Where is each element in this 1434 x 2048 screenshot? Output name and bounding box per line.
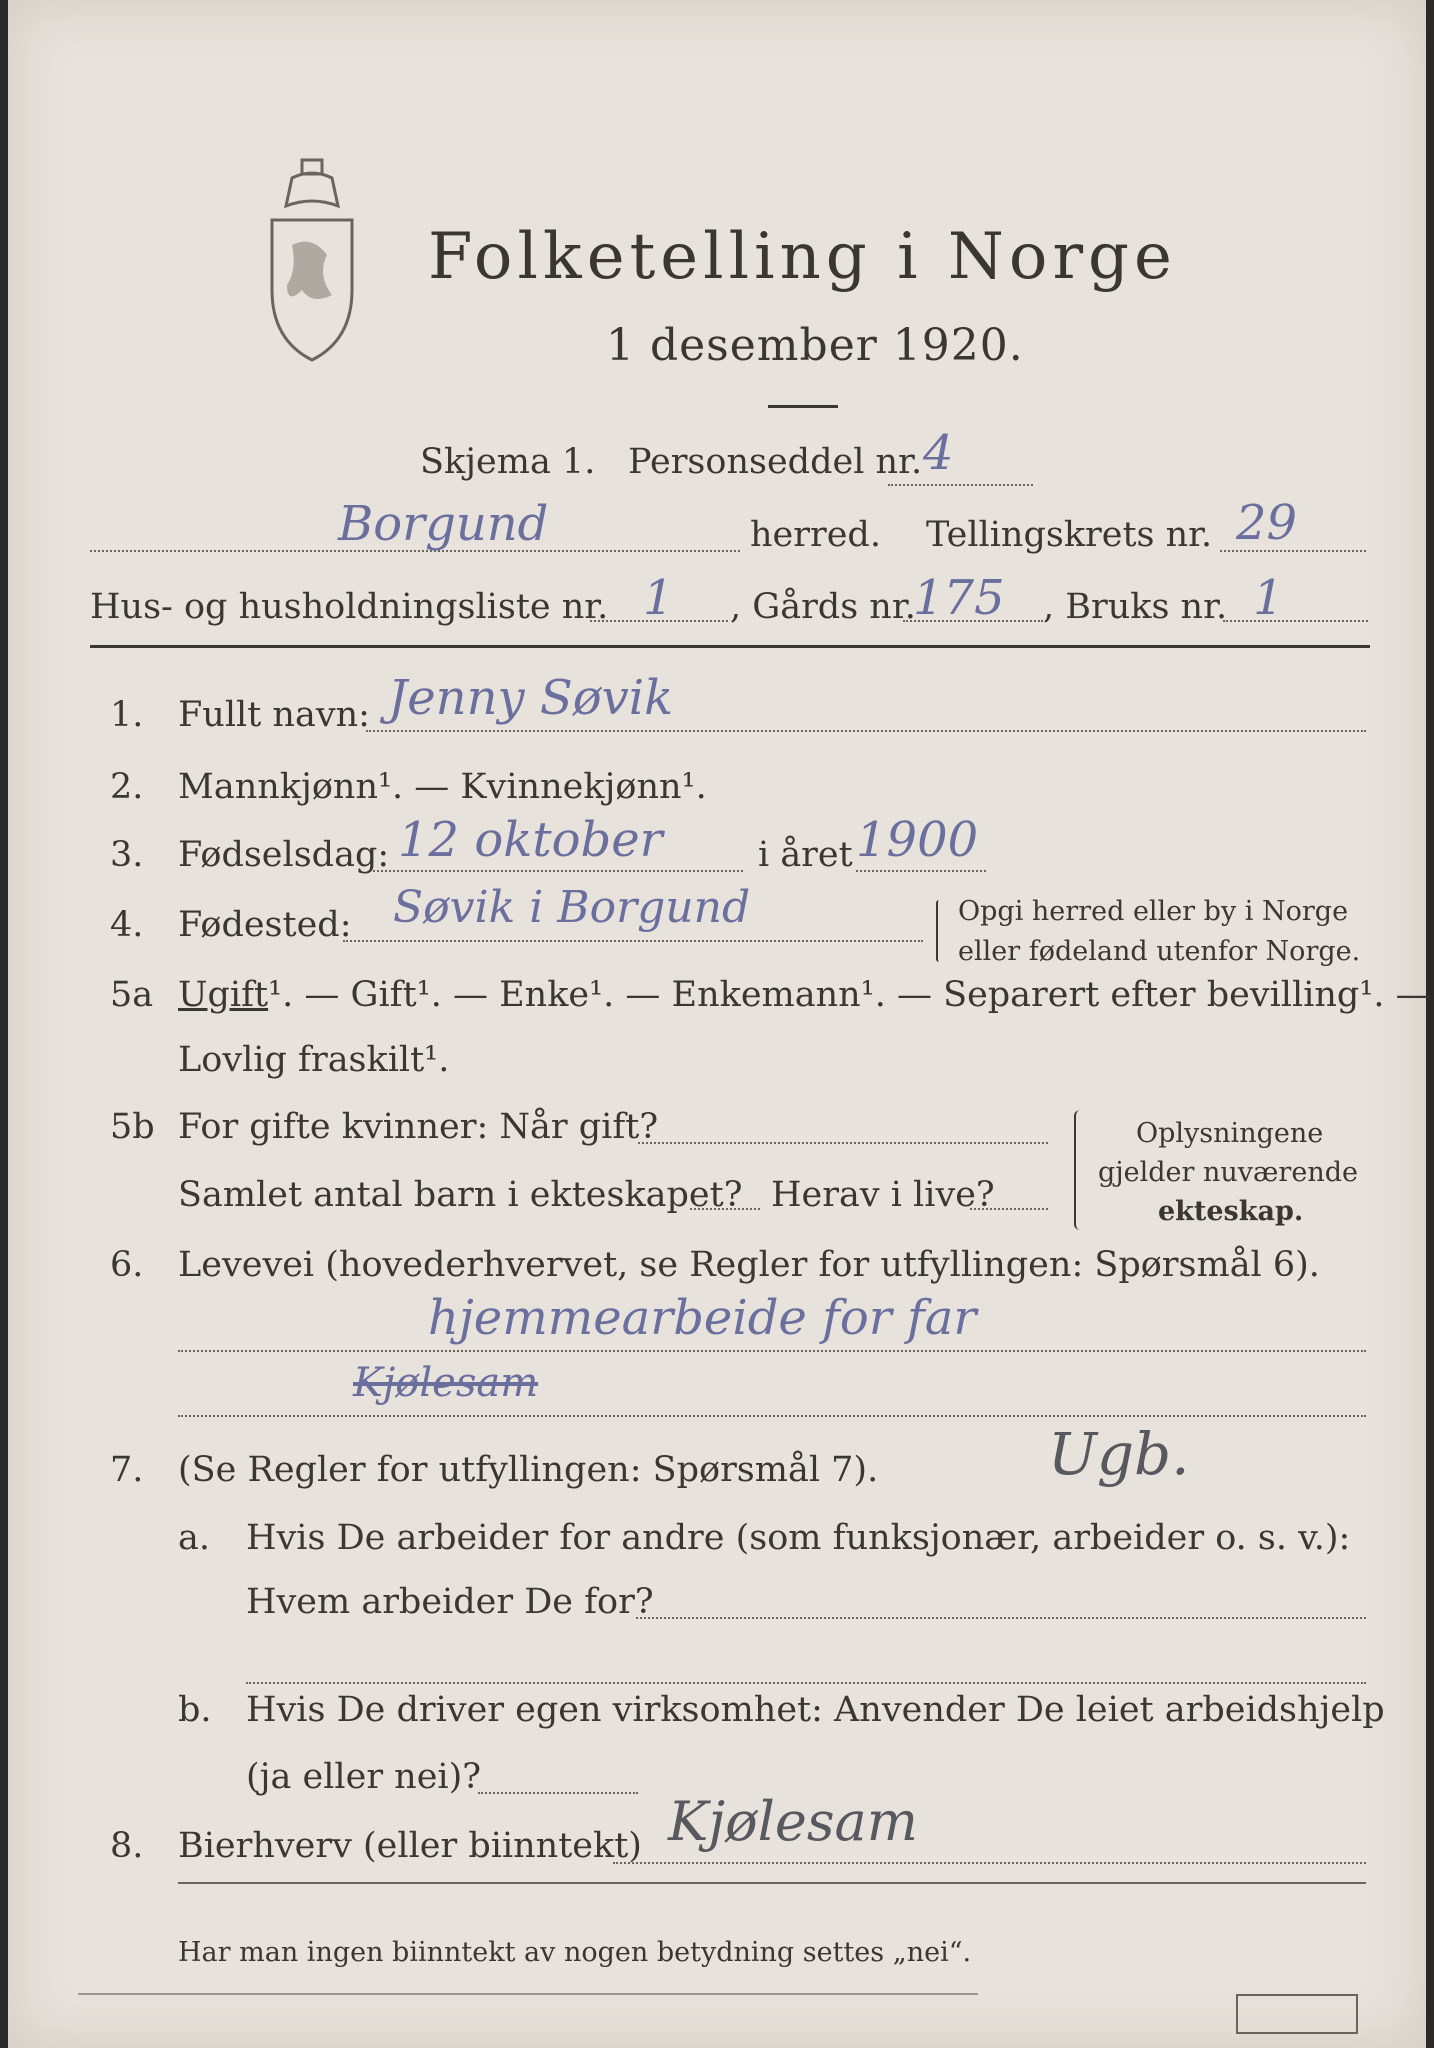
q7a-label-1: Hvis De arbeider for andre (som funksjonær, arbeider o. s. v.): xyxy=(246,1518,1351,1558)
q5b-note-3: ekteskap. xyxy=(1158,1196,1304,1227)
footer-rule xyxy=(78,1993,978,1995)
q5b-married-field[interactable] xyxy=(638,1142,1048,1144)
q7a-number: a. xyxy=(178,1518,210,1558)
bruks-field[interactable] xyxy=(1223,620,1368,622)
coat-of-arms-icon xyxy=(252,150,372,365)
q5a-line-2: Lovlig fraskilt¹. xyxy=(178,1040,450,1080)
q1-value: Jenny Søvik xyxy=(388,670,674,726)
q3-label: Fødselsdag: xyxy=(178,835,390,875)
q1-number: 1. xyxy=(110,695,144,735)
q4-number: 4. xyxy=(110,905,144,945)
gards-value: 175 xyxy=(913,570,1005,626)
q7a-field-2[interactable] xyxy=(246,1682,1366,1684)
q5a-other-options: ¹. — Gift¹. — Enke¹. — Enkemann¹. — Separert efter bevilling¹. — xyxy=(268,975,1431,1015)
tellingskrets-label: Tellingskrets nr. xyxy=(926,515,1213,555)
q3-year-field[interactable] xyxy=(856,870,986,872)
q8-number: 8. xyxy=(110,1826,144,1866)
footer-note: Har man ingen biinntekt av nogen betydning settes „nei“. xyxy=(178,1937,972,1968)
q5b-note-1: Oplysningene xyxy=(1136,1118,1324,1149)
herred-label: herred. xyxy=(750,515,881,555)
q6-number: 6. xyxy=(110,1245,144,1285)
skjema-label: Skjema 1. xyxy=(420,442,596,482)
q5b-alive-field[interactable] xyxy=(970,1208,1048,1210)
bruks-value: 1 xyxy=(1253,570,1284,626)
q7a-label-2: Hvem arbeider De for? xyxy=(246,1582,654,1622)
q5b-label-1: For gifte kvinner: Når gift? xyxy=(178,1107,659,1147)
q6-value-1: hjemmearbeide for far xyxy=(428,1290,977,1346)
q3-number: 3. xyxy=(110,835,144,875)
q6-value-2-struck: Kjølesam xyxy=(353,1360,539,1406)
q1-field[interactable] xyxy=(366,730,1366,732)
q4-brace xyxy=(936,900,942,962)
q8-label: Bierhverv (eller biinntekt) xyxy=(178,1826,642,1866)
q4-field[interactable] xyxy=(343,940,923,942)
q4-label: Fødested: xyxy=(178,905,352,945)
q7b-number: b. xyxy=(178,1690,212,1730)
q7b-label-2: (ja eller nei)? xyxy=(246,1757,482,1797)
census-form xyxy=(8,0,1431,2048)
q6-label: Levevei (hovederhvervet, se Regler for utfyllingen: Spørsmål 6). xyxy=(178,1245,1320,1285)
q8-rule xyxy=(178,1882,1366,1884)
q2-number: 2. xyxy=(110,767,144,807)
q3-year-label: i året xyxy=(758,835,853,875)
q2-label: Mannkjønn¹. — Kvinnekjønn¹. xyxy=(178,767,707,807)
q5a-number: 5a xyxy=(110,975,154,1015)
q4-note-2: eller fødeland utenfor Norge. xyxy=(958,936,1361,967)
q5b-note-2: gjelder nuværende xyxy=(1098,1157,1358,1188)
q5b-label-3: Herav i live? xyxy=(771,1175,995,1215)
q8-value: Kjølesam xyxy=(668,1790,918,1853)
q7a-field-1[interactable] xyxy=(636,1617,1366,1619)
q4-value: Søvik i Borgund xyxy=(393,882,751,933)
q1-label: Fullt navn: xyxy=(178,695,370,735)
personseddel-value: 4 xyxy=(923,425,954,481)
gards-label: , Gårds nr. xyxy=(730,587,916,627)
bruks-label: , Bruks nr. xyxy=(1043,587,1228,627)
header-rule xyxy=(90,645,1370,648)
personseddel-label: Personseddel nr. xyxy=(628,442,923,482)
q5b-number: 5b xyxy=(110,1107,155,1147)
q7-label: (Se Regler for utfyllingen: Spørsmål 7). xyxy=(178,1450,879,1490)
printer-stamp xyxy=(1236,1994,1358,2034)
hus-value: 1 xyxy=(643,570,674,626)
q3-day-field[interactable] xyxy=(373,870,743,872)
personseddel-field[interactable] xyxy=(888,484,1033,486)
q5b-label-2: Samlet antal barn i ekteskapet? xyxy=(178,1175,743,1215)
q7-number: 7. xyxy=(110,1450,144,1490)
q3-value: 12 oktober xyxy=(398,812,663,868)
q8-field[interactable] xyxy=(613,1862,1366,1864)
q5a-options xyxy=(178,975,1431,1015)
title-divider xyxy=(768,405,838,408)
q5a-ugift-underlined: Ugift xyxy=(178,975,269,1015)
q7-checkmark: Ugb. xyxy=(1048,1420,1190,1488)
q7b-label-1: Hvis De driver egen virksomhet: Anvender De leiet arbeidshjelp xyxy=(246,1690,1385,1730)
q7b-field[interactable] xyxy=(478,1792,638,1794)
q3-year-value: 1900 xyxy=(856,812,979,868)
form-title: Folketelling i Norge xyxy=(428,220,1177,294)
q6-field-2[interactable] xyxy=(178,1415,1366,1417)
hus-label: Hus- og husholdningsliste nr. xyxy=(90,587,609,627)
q4-note-1: Opgi herred eller by i Norge xyxy=(958,896,1349,927)
form-date: 1 desember 1920. xyxy=(606,320,1024,371)
herred-value: Borgund xyxy=(338,496,549,552)
q6-field-1[interactable] xyxy=(178,1350,1366,1352)
tellingskrets-value: 29 xyxy=(1236,495,1298,551)
q5b-brace xyxy=(1074,1110,1086,1230)
q5b-children-field[interactable] xyxy=(690,1208,760,1210)
